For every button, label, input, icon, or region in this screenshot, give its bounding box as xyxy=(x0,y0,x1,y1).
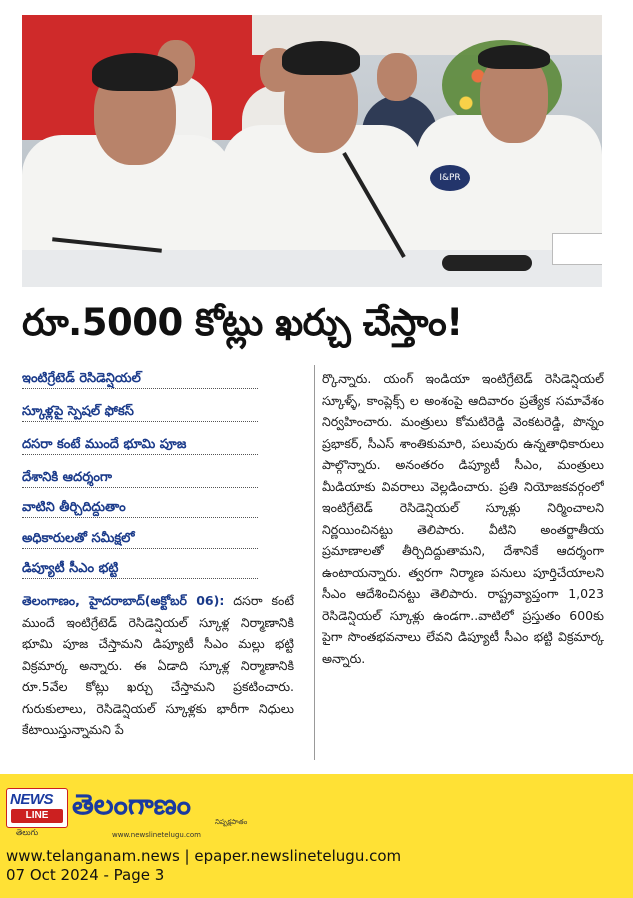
logo-url: www.newslinetelugu.com xyxy=(112,831,201,839)
dateline: తెలంగాణం, హైదరాబాద్(అక్టోబర్ 06): xyxy=(22,593,225,608)
column-divider xyxy=(314,365,315,760)
article-left-column xyxy=(22,590,294,760)
person-left-hair xyxy=(92,53,178,91)
microphone-base xyxy=(442,255,532,271)
highlight-line: స్కూళ్లపై స్పెషల్ ఫోకస్ xyxy=(22,402,258,422)
article-left-body: దసరా కంటే ముందే ఇంటిగ్రేటెడ్ రెసిడెన్షియల్ స్కూళ్ల నిర్మాణానికి భూమి పూజ చేస్తామని డిప్యూటీ సీఎం మల్లు భట్టి విక్రమార్క అన్నారు. ఈ ఏడాది స్కూళ్ల నిర్మాణానికి రూ.5వేల కోట్లు ఖర్చు చేస్తామని ప్రకటించారు. గురుకులాలు, రెసిడెన్షియల్ స్కూళ్లకు భారీగా నిధులు కేటాయిస్తున్నామని పే xyxy=(22,593,294,737)
article-right-column xyxy=(322,368,604,760)
highlight-line: వాటిని తీర్చిదిద్దుతాం xyxy=(22,498,258,518)
person-bg-3-face xyxy=(377,53,417,101)
headline: రూ.5000 కోట్లు ఖర్చు చేస్తాం! xyxy=(22,301,463,344)
name-plate xyxy=(552,233,602,265)
footer xyxy=(0,774,633,898)
logo-news-text: NEWS xyxy=(10,791,53,808)
telanganam-tagline: నిష్పక్షపాతం xyxy=(215,818,248,826)
highlight-line: అధికారులతో సమీక్షలో xyxy=(22,529,258,549)
highlight-line: దసరా కంటే ముందే భూమి పూజ xyxy=(22,435,258,455)
highlight-line: ఇంటిగ్రేటెడ్ రెసిడెన్షియల్ xyxy=(22,369,258,389)
footer-date-page: 07 Oct 2024 - Page 3 xyxy=(6,866,165,884)
newsline-sub: తెలుగు xyxy=(16,828,39,837)
ipr-badge: I&PR xyxy=(430,165,470,191)
logo-line-text: LINE xyxy=(11,809,63,823)
telanganam-logo: తెలంగాణం xyxy=(72,788,191,821)
newsline-logo xyxy=(6,788,68,828)
person-right-hair xyxy=(478,45,550,69)
footer-links: www.telanganam.news | epaper.newslinetelugu.com xyxy=(6,847,402,865)
article-right-body: ర్కొన్నారు. యంగ్ ఇండియా ఇంటిగ్రేటెడ్ రెసిడెన్షియల్ స్కూళ్ళ్, కాంప్లెక్స్ ల అంశంపై ఆదివారం ప్రత్యేక సమావేశం నిర్వహించారు. మంత్రులు కోమటిరెడ్డి వెంకటరెడ్డి, పొన్నం ప్రభాకర్, సీఎస్ శాంతికుమారి, పలువురు ఉన్నతాధికారులు పాల్గొన్నారు. అనంతరం డిప్యూటీ సీఎం, మంత్రులు మీడియాకు వివరాలు వెల్లడించారు. ప్రతి నియోజకవర్గంలో ఇంటిగ్రేటెడ్ రెసిడెన్షియల్ స్కూళ్లు నిర్మించాలని నిర్ణయించినట్టు తెలిపారు. వీటిని అంతర్జాతీయ ప్రమాణాలతో తీర్చిదిద్దుతామని, దేశానికే ఆదర్శంగా ఉంటాయన్నారు. త్వరగా నిర్మాణ పనులు పూర్తిచేయాలని సీఎం ఆదేశించినట్టు తెలిపారు. రాష్ట్రవ్యాప్తంగా 1,023 రెసిడెన్షియల్ స్కూళ్లు ఉండగా..వాటిలో ప్రస్తుతం 600కు పైగా సొంతభవనాలు లేవని డిప్యూటీ సీఎం భట్టి విక్రమార్క అన్నారు. xyxy=(322,371,604,666)
highlight-line: డిప్యూటీ సీఎం భట్టి xyxy=(22,559,258,579)
person-center-hair xyxy=(282,41,360,75)
highlight-line: దేశానికి ఆదర్శంగా xyxy=(22,468,258,488)
news-photo xyxy=(22,15,602,287)
